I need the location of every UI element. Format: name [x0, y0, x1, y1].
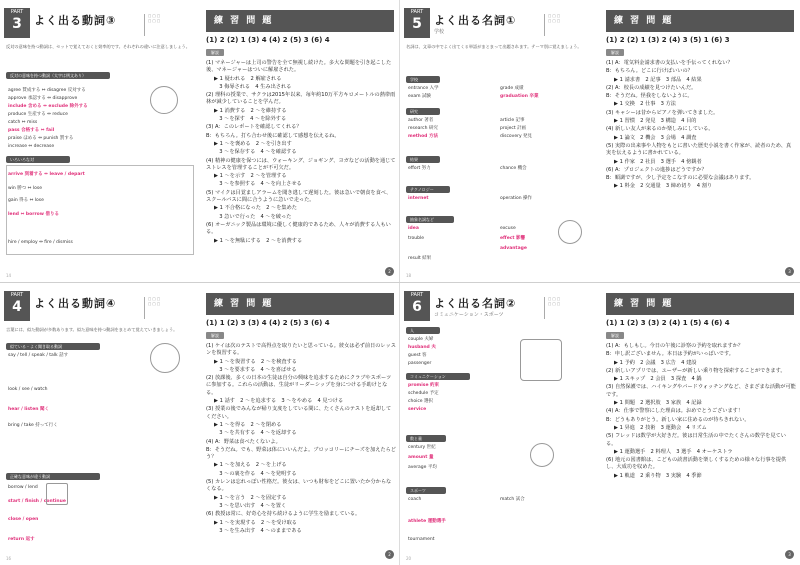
explanation-text: (1) A：もしもし。今日の午後に診察の予約を取れますか？ B：申し訳ございません。本日は予約がいっぱいです。 ▶ 1 予約 2 会議 3 広告 4 建設 (2) 新しいアプリでは、ユーザーが新しい乗り物を探索することができます。 ▶ 1 スキップ 2 会員 3 探査 4 鍋 (3) 自然保護では、ハイキングやバードウォッチングなど、さまざまな活動が可能です。 ▶ 1 問題 2 選択肢 3 家族 4 記録 (4) A：仕事で警察にした理由は。おめでとうございます！ B：どうもありがとう。新しい家に住めるのが待ちきれない。 ▶ 1 昇進 2 技術 3 運動会 4 リズム (5) フレッドは数学が大好きだ。彼は日常生活の中でたくさんの数学を見ている。 ▶ 1 運動選手 2 料理人 3 選手 4 オーケストラ (6) 地元の図書館は、こどもの読書活動を楽しくするための様々な行事を提供し、大成功を収めた。 ▶ 1 軌道 2 乗り物 3 実験 4 季節: [606, 343, 796, 479]
answer-key: (1) 1 (2) 3 (3) 2 (4) 1 (5) 4 (6) 4: [606, 319, 730, 327]
part-header: [4, 291, 196, 321]
part-badge: PART 4: [4, 291, 30, 321]
vocab-row: arrive 到着する ⇔ leave / depart: [8, 172, 85, 177]
vocab-row: exam 試験: [408, 94, 431, 99]
explanation-text: (1) ケイは次のテストで高得点を取りたいと思っている。彼女は必ず前日のレッスンを復習する。 ▶ 1 ～を復習する 2 ～を検査する 3 ～を要求する 4 ～を喜ばせる (2) 放課後、多くの日本の生徒は自分の興味を追求するためにクラブやスポーツに参加する。これらの活動は、生徒がリーダーシップを身につける手助けとなる。 ▶ 1 話す 2 ～を追求する 3 ～をやめる 4 見つける (3) 授業の後でみんなが帰り支度をしている間に、たくさんのテストを返却してください。 ▶ 1 ～を得る 2 ～を閉める 3 ～を共有する 4 ～を返却する (4) A：野菜は食べたくないよ。 B：そうだね。でも、野菜は体にいいんだよ。ブロッコリーにチーズを加えたらどう？ ▶ 1 ～を加える 2 ～を上げる 3 ～の裏を作る 4 ～を発明する (5) カレンは忘れっぽい性格だ。彼女は、いつも財布をどこに置いたか分からなくなる。 ▶ 1 ～を言う 2 ～を固定する 3 ～を思い出す 4 ～を置く (6) 教授は常に、好奇心を持ち続けるように学生を励ましている。 ▶ 1 ～を実現する 2 ～を受け取る 3 ～を生み出す 4 ～のままである: [206, 343, 396, 534]
section-header: 抽象名詞など: [406, 216, 454, 223]
vocab-row: average 平均: [408, 465, 437, 470]
explanation-text: (1) A：電気料金請求書の支払いを手伝ってくれない？ B：もちろん。どこに行けばいいの？ ▶ 1 請求書 2 記事 3 部品 4 結果 (2) A：校長の成績を見つけたいんだ。 B：そうだね。怪我をしないように。 ▶ 1 交換 2 仕事 3 方法 (3) キャシーは昔からピアノを弾いてきました。 ▶ 1 習慣 2 発見 3 構造 4 目的 (4) 新しい友人が来るのか楽しみにしている。 ▶ 1 論文 2 機会 3 会場 4 調査 (5) 実際の出来事や人物をもとに書いた歴史小説を書く作家が、読者のため、真実を伝えるように書かれている。 ▶ 1 作家 2 社員 3 選手 4 傍観者 (6) A：プロジェクトの進捗はどうですか？ B：順調ですが、少し予定をこなすのに必要な会議はあります。 ▶ 1 料金 2 交通量 3 締め切り 4 割り: [606, 60, 792, 190]
check-box: □ □ □ □ □ □: [544, 297, 598, 319]
vocab-row: approve 承認する ⇔ disapprove: [8, 96, 78, 101]
vocab-row: schedule 予定: [408, 391, 439, 396]
section-header: 研究: [406, 108, 440, 115]
check-box: □ □ □ □ □ □: [144, 14, 198, 36]
vocab-row: athlete 運動選手: [408, 519, 446, 524]
explanation-label: 解説: [606, 49, 624, 56]
vocab-page: [400, 0, 600, 282]
vocab-row: research 研究: [408, 126, 438, 131]
vocab-row: chance 機会: [500, 166, 527, 171]
vocab-row: look / see / watch: [8, 387, 48, 392]
answer-key: (1) 2 (2) 1 (3) 2 (4) 3 (5) 1 (6) 3: [606, 36, 730, 44]
vocab-row: pass 合格する ⇔ fail: [8, 128, 55, 133]
vocab-row: article 記事: [500, 118, 525, 123]
vocab-row: guest 客: [408, 353, 427, 358]
vocab-row: increase ⇔ decrease: [8, 144, 55, 149]
page-number: 2: [385, 267, 394, 276]
section-header: 人: [406, 327, 440, 334]
part-badge: PART 6: [404, 291, 430, 321]
check-box: □ □ □ □ □ □: [544, 14, 598, 36]
vocab-row: trouble: [408, 236, 424, 241]
vocab-row: close / open: [8, 517, 39, 522]
answer-key: (1) 1 (2) 3 (3) 4 (4) 2 (5) 3 (6) 4: [206, 319, 330, 327]
section-header: コミュニケーション: [406, 373, 470, 380]
page-number: 3: [785, 267, 794, 276]
vocab-row: husband 夫: [408, 345, 436, 350]
explanation-label: 解説: [206, 332, 224, 339]
part-header: [4, 8, 196, 38]
part-header: [404, 291, 596, 321]
spread-part5: [400, 0, 800, 282]
page-number: 18: [406, 273, 412, 278]
page-title: よく出る動詞③: [34, 14, 117, 27]
vocab-row: excuse: [500, 226, 516, 231]
part-header: [404, 8, 596, 38]
intro-text: 名詞は、文章の中でよく出てくる単語がまとまって出題されます。テーマ別に覚えましょう。: [406, 44, 582, 49]
section-header: 正確な意味が違う動詞: [6, 473, 100, 480]
section-header: 似ている・よく聞き取る動詞: [6, 343, 100, 350]
vocab-row: promise 約束: [408, 383, 440, 388]
vocab-row: entrance 入学: [408, 86, 439, 91]
vocab-row: passenger: [408, 361, 432, 366]
page-title: よく出る動詞④: [34, 297, 117, 310]
vocab-row: coach: [408, 497, 422, 502]
vocab-row: start / finish / continue: [8, 499, 66, 504]
vocab-row: return 返す: [8, 537, 35, 542]
page-subtitle: コミュニケーション・スポーツ: [434, 312, 504, 318]
vocab-page: [0, 0, 200, 282]
illustration: [46, 483, 68, 505]
vocab-row: praise ほめる ⇔ punish 罰する: [8, 136, 74, 141]
vocab-row: author 著者: [408, 118, 434, 123]
practice-page: [200, 0, 400, 282]
vocab-row: effort 努力: [408, 166, 431, 171]
page-subtitle: 学校: [434, 29, 445, 35]
practice-page: [600, 283, 800, 565]
illustration: [520, 339, 562, 381]
page-title: よく出る名詞②: [434, 297, 517, 310]
practice-title: 練 習 問 題: [206, 293, 394, 315]
section-header: 結果: [406, 156, 440, 163]
vocab-row: hear / listen 聞く: [8, 407, 50, 412]
vocab-row: grade 成績: [500, 86, 524, 91]
vocab-row: idea: [408, 226, 419, 231]
vocab-row: tournament: [408, 537, 435, 542]
vocab-row: service: [408, 407, 427, 412]
section-header: スポーツ: [406, 487, 446, 494]
vocab-row: effect 影響: [500, 236, 526, 241]
illustration: [150, 343, 180, 373]
illustration: [150, 86, 178, 114]
vocab-row: bring / take 持って行く: [8, 423, 58, 428]
explanation-label: 解説: [206, 49, 224, 56]
vocab-row: operation 操作: [500, 196, 533, 201]
vocab-row: lend ⇔ borrow 借りる: [8, 212, 59, 217]
vocab-row: produce 生産する ⇔ reduce: [8, 112, 68, 117]
section-header: 反対の意味を持つ動詞（太字は例文あり）: [6, 72, 110, 79]
practice-page: [600, 0, 800, 282]
vocab-row: amount 量: [408, 455, 434, 460]
vocab-box: [6, 165, 194, 255]
vocab-page: [0, 283, 200, 565]
vocab-row: agree 賛成する ⇔ disagree 反対する: [8, 88, 86, 93]
vocab-row: couple 夫婦: [408, 337, 434, 342]
page-number: 3: [785, 550, 794, 559]
vocab-row: result 結果: [408, 256, 432, 261]
spread-part6: [400, 283, 800, 565]
vocab-row: internet: [408, 196, 429, 201]
check-box: □ □ □ □ □ □: [144, 297, 198, 319]
explanation-label: 解説: [606, 332, 624, 339]
section-header: 数と量: [406, 435, 446, 442]
vocab-row: borrow / lend: [8, 485, 38, 490]
vocab-row: hire / employ ⇔ fire / dismiss: [8, 240, 73, 245]
vocab-row: discovery 発見: [500, 134, 533, 139]
explanation-text: (1) マネージャーは上司の警告を全て無視し続けた。多大な問題を引き起こした後、マネージャーはついに解雇された。 ▶ 1 疑われる 2 解雇される 3 侮辱される 4 生み出される (2) 理科の授業で、サクラは2015年以来、毎年約10万平方キロメートルの熱帯雨林が減少していることを学んだ。 ▶ 1 消費する 2 ～を維持する 3 ～を探す 4 ～を除外する (3) A：このレポートを確認してくれる？ B：もちろん。打ち合わせ後に確認して感想を伝えるね。 ▶ 1 ～を褒める 2 ～を引き出す 3 ～を保存する 4 ～を確認する (4) 精神の健康を保つには、ウォーキング、ジョギング、ヨガなどの活動を通じてストレスを管理することが不可欠だ。 ▶ 1 ～を示す 2 ～を管理する 3 ～を参照する 4 ～を向上させる (5) マイクは目覚ましアラームを聞き逃して遅刻した。彼は急いで朝食を食べ、スクールバスに間に合うように急いで走った。 ▶ 1 不合格になった 2 ～を集めた 3 急いで行った 4 ～を破った (6) オーガニック製品は環境に優しく健康的であるため、人々が消費する人もいる。 ▶ 1 ～を無駄にする 2 ～を消費する: [206, 60, 396, 244]
vocab-row: gain 得る ⇔ lose: [8, 198, 44, 203]
illustration: [530, 443, 554, 467]
vocab-row: century 世紀: [408, 445, 436, 450]
vocab-row: project 計画: [500, 126, 527, 131]
page-number: 14: [6, 273, 12, 278]
answer-key: (1) 2 (2) 1 (3) 4 (4) 2 (5) 3 (6) 4: [206, 36, 330, 44]
vocab-page: [400, 283, 600, 565]
vocab-row: match 試合: [500, 497, 525, 502]
vocab-row: catch ⇔ miss: [8, 120, 38, 125]
vocab-row: win 勝つ ⇔ lose: [8, 186, 42, 191]
page-title: よく出る名詞①: [434, 14, 517, 27]
practice-title: 練 習 問 題: [606, 293, 794, 315]
section-header: いろいろな対: [6, 156, 70, 163]
illustration: [558, 220, 582, 244]
spread-part3: [0, 0, 400, 282]
part-badge: PART 5: [404, 8, 430, 38]
vocab-row: include 含める ⇔ exclude 除外する: [8, 104, 88, 109]
section-header: テクノロジー: [406, 186, 450, 193]
page-number: 16: [6, 556, 12, 561]
practice-page: [200, 283, 400, 565]
page-number: 2: [385, 550, 394, 559]
practice-title: 練 習 問 題: [606, 10, 794, 32]
practice-title: 練 習 問 題: [206, 10, 394, 32]
vocab-row: say / tell / speak / talk 話す: [8, 353, 69, 358]
vocab-row: choice 選択: [408, 399, 434, 404]
section-header: 学校: [406, 76, 440, 83]
vocab-row: method 方法: [408, 134, 438, 139]
page-number: 20: [406, 556, 412, 561]
vocab-row: graduation 卒業: [500, 94, 539, 99]
intro-text: 言葉には、似た動詞が多数あります。似た意味を持つ動詞をまとめて覚えていきましょう。: [6, 327, 178, 332]
part-badge: PART 3: [4, 8, 30, 38]
intro-text: 反対の意味を持つ動詞は、セットで覚えておくと効率的です。それぞれの違いに注意しましょう。: [6, 44, 190, 49]
spread-part4: [0, 283, 400, 565]
vocab-row: advantage: [500, 246, 527, 251]
